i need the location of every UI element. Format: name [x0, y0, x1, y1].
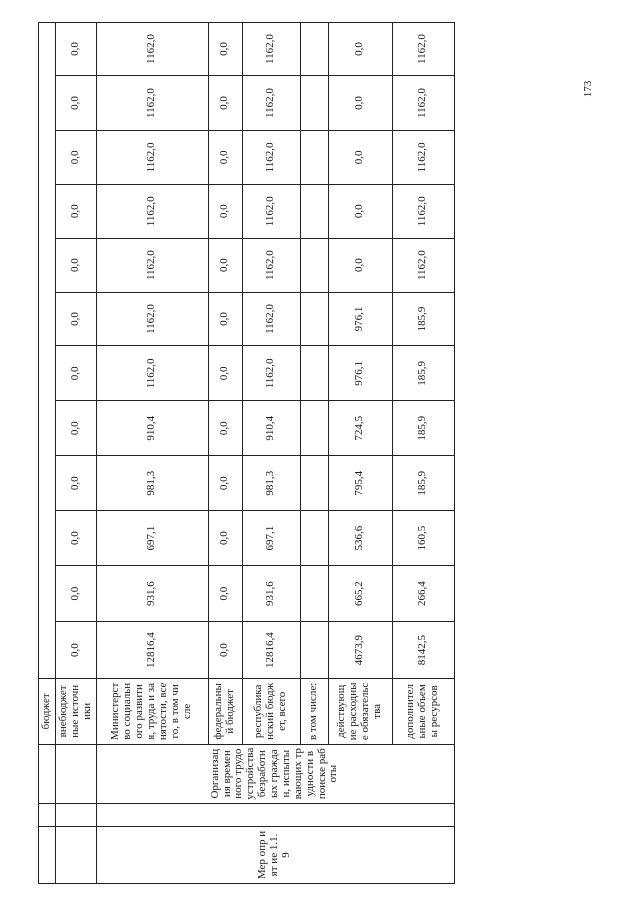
total-value: 931,6 — [96, 566, 208, 622]
additional-value: 185,9 — [392, 292, 454, 346]
executor-label: Министерство социального развития, труда и занятости, всего, в том числе — [96, 679, 208, 744]
empty-cell — [300, 511, 328, 566]
additional-value: 185,9 — [392, 401, 454, 456]
row-label: в том числе: — [300, 679, 328, 744]
measure-spacer — [96, 803, 454, 826]
empty-cell — [300, 184, 328, 238]
empty-cell — [300, 238, 328, 292]
total-value: 1162,0 — [96, 23, 208, 76]
republican-value: 910,4 — [242, 401, 300, 456]
empty-cell — [300, 292, 328, 346]
empty-cell — [300, 130, 328, 184]
value-cell: 0,0 — [55, 23, 96, 76]
value-cell: 0,0 — [55, 622, 96, 679]
total-value: 697,1 — [96, 511, 208, 566]
blank-cell — [55, 803, 96, 826]
measure-name: Организация временного трудоустройства безработных граждан, испытывающих трудности в поиске работы — [96, 744, 454, 803]
additional-value: 185,9 — [392, 456, 454, 511]
value-cell: 0,0 — [55, 130, 96, 184]
value-cell: 0,0 — [55, 511, 96, 566]
blank-cell — [39, 803, 56, 826]
row-label: внебюджет ные источники — [55, 679, 96, 744]
republican-value: 12816,4 — [242, 622, 300, 679]
value-cell: 0,0 — [55, 238, 96, 292]
federal-value: 0,0 — [208, 511, 242, 566]
empty-cell — [300, 622, 328, 679]
current-value: 0,0 — [328, 238, 392, 292]
budget-table-container — [38, 22, 538, 884]
republican-value: 1162,0 — [242, 238, 300, 292]
value-cell: 0,0 — [55, 184, 96, 238]
budget-table — [38, 22, 455, 884]
page-number: 173 — [582, 80, 594, 98]
measure-number: Мер опр ият ие 1.1. 9 — [96, 826, 454, 883]
republican-value: 981,3 — [242, 456, 300, 511]
federal-value: 0,0 — [208, 401, 242, 456]
additional-value: 8142,5 — [392, 622, 454, 679]
federal-value: 0,0 — [208, 346, 242, 401]
blank-cell — [39, 826, 56, 883]
value-cell: 0,0 — [55, 401, 96, 456]
value-cell: 0,0 — [55, 292, 96, 346]
row-label: федеральный бюджет — [208, 679, 242, 744]
value-cell: 0,0 — [55, 76, 96, 131]
current-value: 536,6 — [328, 511, 392, 566]
republican-value: 1162,0 — [242, 23, 300, 76]
federal-value: 0,0 — [208, 238, 242, 292]
republican-value: 931,6 — [242, 566, 300, 622]
row-budget — [39, 23, 56, 884]
federal-value: 0,0 — [208, 184, 242, 238]
current-value: 4673,9 — [328, 622, 392, 679]
current-value: 0,0 — [328, 23, 392, 76]
federal-value: 0,0 — [208, 130, 242, 184]
empty-cell — [300, 456, 328, 511]
row-label: республиканский бюджет, всего — [242, 679, 300, 744]
current-value: 0,0 — [328, 184, 392, 238]
blank-cell — [55, 826, 96, 883]
empty-cell — [300, 23, 328, 76]
total-value: 1162,0 — [96, 76, 208, 131]
total-value: 1162,0 — [96, 238, 208, 292]
federal-value: 0,0 — [208, 292, 242, 346]
total-value: 981,3 — [96, 456, 208, 511]
value-cell: 0,0 — [55, 456, 96, 511]
row-label: бюджет — [39, 679, 56, 744]
additional-value: 1162,0 — [392, 76, 454, 131]
additional-value: 1162,0 — [392, 23, 454, 76]
value-cell — [39, 23, 56, 679]
row-label: дополнительные объемы ресурсов — [392, 679, 454, 744]
empty-cell — [300, 76, 328, 131]
additional-value: 266,4 — [392, 566, 454, 622]
total-value: 910,4 — [96, 401, 208, 456]
value-cell: 0,0 — [55, 346, 96, 401]
federal-value: 0,0 — [208, 456, 242, 511]
current-value: 665,2 — [328, 566, 392, 622]
additional-value: 1162,0 — [392, 238, 454, 292]
federal-value: 0,0 — [208, 76, 242, 131]
additional-value: 160,5 — [392, 511, 454, 566]
republican-value: 1162,0 — [242, 130, 300, 184]
blank-cell — [55, 744, 96, 803]
empty-cell — [300, 401, 328, 456]
federal-value: 0,0 — [208, 566, 242, 622]
current-value: 724,5 — [328, 401, 392, 456]
republican-value: 1162,0 — [242, 292, 300, 346]
empty-cell — [300, 346, 328, 401]
row-label: действующие расходные обязательства — [328, 679, 392, 744]
republican-value: 1162,0 — [242, 76, 300, 131]
total-value: 12816,4 — [96, 622, 208, 679]
current-value: 976,1 — [328, 292, 392, 346]
total-value: 1162,0 — [96, 130, 208, 184]
republican-value: 1162,0 — [242, 184, 300, 238]
republican-value: 697,1 — [242, 511, 300, 566]
total-value: 1162,0 — [96, 184, 208, 238]
current-value: 795,4 — [328, 456, 392, 511]
rotated-page-area — [38, 22, 538, 884]
current-value: 0,0 — [328, 76, 392, 131]
republican-value: 1162,0 — [242, 346, 300, 401]
empty-cell — [300, 566, 328, 622]
additional-value: 1162,0 — [392, 184, 454, 238]
blank-cell — [39, 744, 56, 803]
row-total — [96, 23, 208, 884]
current-value: 976,1 — [328, 346, 392, 401]
additional-value: 1162,0 — [392, 130, 454, 184]
row-extrabudget — [55, 23, 96, 884]
federal-value: 0,0 — [208, 23, 242, 76]
additional-value: 185,9 — [392, 346, 454, 401]
total-value: 1162,0 — [96, 346, 208, 401]
total-value: 1162,0 — [96, 292, 208, 346]
current-value: 0,0 — [328, 130, 392, 184]
federal-value: 0,0 — [208, 622, 242, 679]
value-cell: 0,0 — [55, 566, 96, 622]
